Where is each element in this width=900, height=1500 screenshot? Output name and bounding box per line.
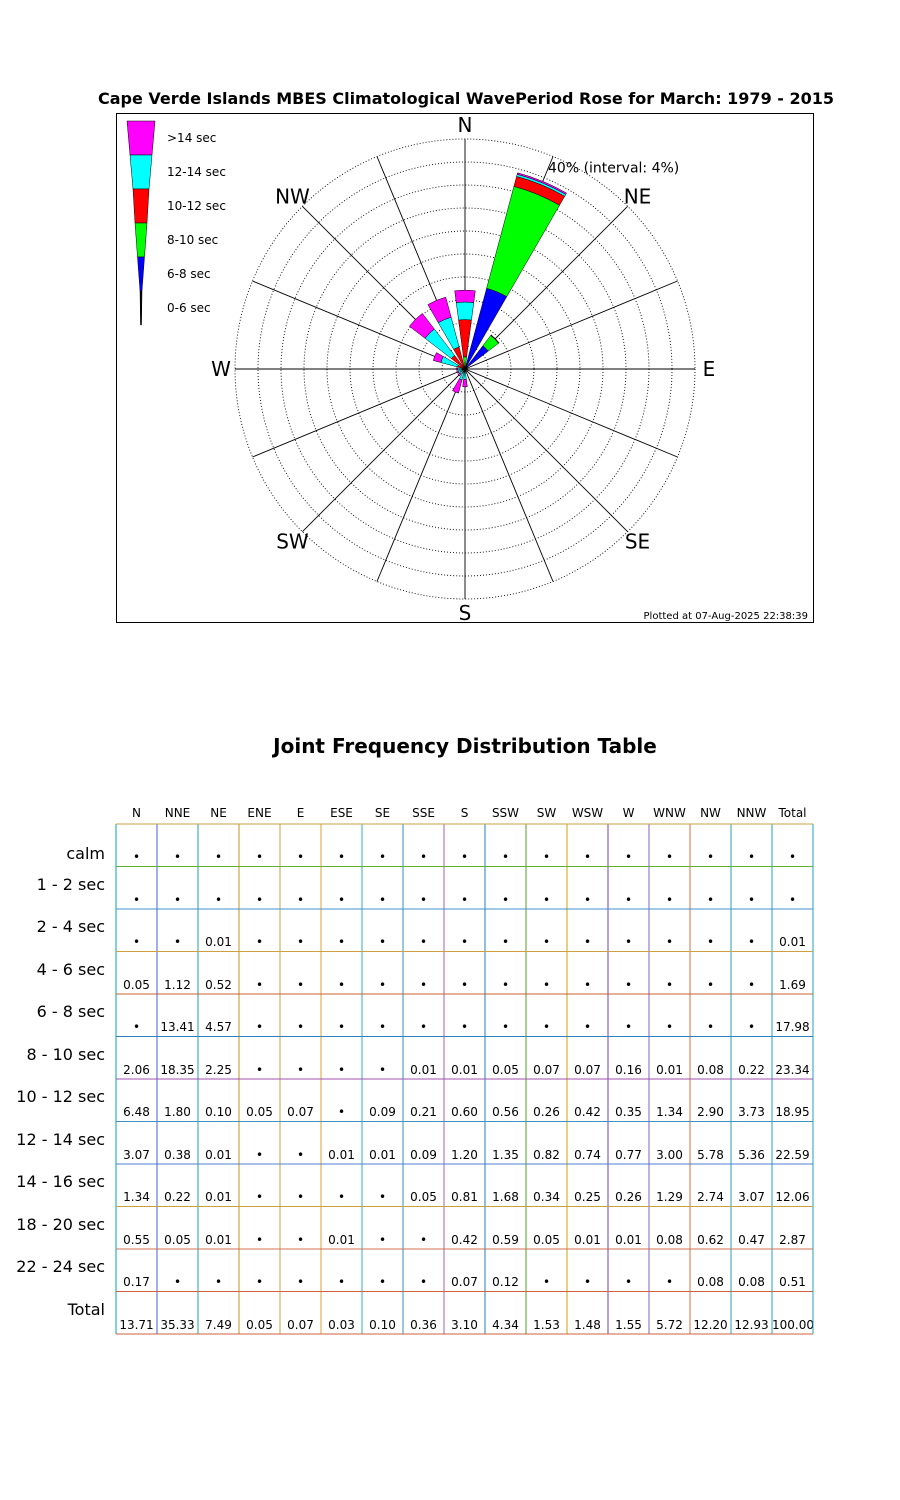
table-cell: 0.52	[205, 977, 232, 992]
scale-label: 40% (interval: 4%)	[548, 160, 680, 177]
table-cell: •	[419, 892, 428, 907]
table-cell: •	[255, 1147, 264, 1162]
compass-label-ne: NE	[623, 184, 652, 209]
table-cell: 12.06	[775, 1190, 810, 1204]
table-cell: 0.05	[533, 1232, 560, 1247]
column-header-ne: NE	[210, 806, 227, 820]
compass-label-nw: NW	[275, 184, 310, 209]
table-cell: •	[337, 892, 346, 907]
table-cell: •	[378, 1020, 387, 1034]
table-cell: 0.51	[779, 1275, 806, 1289]
table-cell: •	[501, 935, 510, 949]
table-cell: •	[419, 850, 428, 864]
table-cell: 0.01	[779, 935, 806, 949]
table-cell: 0.08	[697, 1062, 724, 1077]
table-cell: 0.05	[246, 1105, 273, 1119]
table-cell: 1.20	[451, 1147, 478, 1162]
table-cell: •	[460, 935, 469, 949]
table-cell: 0.38	[164, 1147, 191, 1162]
table-cell: 0.08	[656, 1232, 683, 1247]
column-header-wnw: WNW	[653, 806, 686, 820]
row-label: calm	[66, 844, 105, 863]
table-cell: 0.62	[697, 1232, 724, 1247]
table-cell: 1.12	[164, 977, 191, 992]
table-cell: •	[542, 1020, 551, 1034]
table-cell: 5.36	[738, 1147, 765, 1162]
table-cell: •	[624, 977, 633, 992]
table-cell: •	[706, 1020, 715, 1034]
table-cell: •	[173, 892, 182, 907]
table-cell: 0.07	[574, 1062, 601, 1077]
table-cell: 0.35	[615, 1105, 642, 1119]
table-cell: •	[378, 1275, 387, 1289]
table-cell: •	[501, 892, 510, 907]
table-cell: •	[296, 935, 305, 949]
table-cell: 0.12	[492, 1275, 519, 1289]
table-cell: •	[255, 850, 264, 864]
table-cell: •	[788, 892, 797, 907]
table-cell: 13.41	[160, 1020, 195, 1034]
column-header-nne: NNE	[164, 806, 191, 820]
table-cell: 12.20	[693, 1317, 728, 1332]
table-cell: •	[542, 977, 551, 992]
table-cell: •	[378, 935, 387, 949]
table-cell: 0.01	[615, 1232, 642, 1247]
column-header-sse: SSE	[412, 806, 435, 820]
table-cell: •	[132, 892, 141, 907]
table-cell: 4.34	[492, 1317, 519, 1332]
table-cell: •	[378, 1190, 387, 1204]
table-cell: 1.48	[574, 1317, 601, 1332]
table-cell: •	[624, 1275, 633, 1289]
table-cell: •	[337, 1062, 346, 1077]
table-cell: •	[665, 1020, 674, 1034]
table-cell: 0.77	[615, 1147, 642, 1162]
table-cell: •	[419, 1275, 428, 1289]
column-header-s: S	[460, 806, 469, 820]
table-cell: 3.00	[656, 1147, 683, 1162]
table-cell: •	[624, 892, 633, 907]
table-cell: •	[706, 935, 715, 949]
row-label: 8 - 10 sec	[26, 1044, 105, 1064]
table-cell: 3.73	[738, 1105, 765, 1119]
table-cell: •	[460, 977, 469, 992]
table-cell: 0.07	[287, 1105, 314, 1119]
legend-label: 0-6 sec	[167, 301, 211, 315]
column-header-ese: ESE	[330, 806, 353, 820]
table-cell: 0.05	[164, 1232, 191, 1247]
table-cell: 0.42	[451, 1232, 478, 1247]
table-cell: •	[460, 892, 469, 907]
table-cell: •	[706, 977, 715, 992]
table-cell: •	[255, 1232, 264, 1247]
column-header-w: W	[622, 806, 635, 820]
row-label: 1 - 2 sec	[36, 874, 105, 894]
row-label: 12 - 14 sec	[16, 1129, 105, 1149]
table-cell: 2.25	[205, 1062, 232, 1077]
table-cell: 23.34	[775, 1062, 810, 1077]
column-header-nw: NW	[700, 806, 721, 820]
table-cell: •	[583, 850, 592, 864]
table-cell: •	[747, 850, 756, 864]
table-cell: 0.25	[574, 1190, 601, 1204]
table-cell: •	[255, 1275, 264, 1289]
row-label: 4 - 6 sec	[36, 959, 105, 979]
table-cell: •	[501, 850, 510, 864]
table-cell: •	[296, 1232, 305, 1247]
table-cell: •	[337, 935, 346, 949]
table-cell: •	[255, 892, 264, 907]
table-cell: 0.16	[615, 1062, 642, 1077]
table-cell: 0.01	[328, 1147, 355, 1162]
table-cell: 0.10	[369, 1317, 396, 1332]
table-cell: 0.05	[492, 1062, 519, 1077]
plot-timestamp: Plotted at 07-Aug-2025 22:38:39	[643, 611, 808, 622]
table-cell: 1.55	[615, 1317, 642, 1332]
table-cell: 3.07	[123, 1147, 150, 1162]
table-cell: •	[132, 935, 141, 949]
table-cell: 0.34	[533, 1190, 560, 1204]
table-cell: •	[583, 935, 592, 949]
table-cell: 0.01	[451, 1062, 478, 1077]
table-cell: 0.22	[164, 1190, 191, 1204]
table-cell: •	[378, 1062, 387, 1077]
table-cell: •	[542, 1275, 551, 1289]
table-cell: 0.05	[123, 977, 150, 992]
table-cell: •	[624, 935, 633, 949]
table-cell: •	[747, 935, 756, 949]
table-cell: •	[214, 1275, 223, 1289]
table-cell: 0.01	[369, 1147, 396, 1162]
table-cell: 2.06	[123, 1062, 150, 1077]
table-cell: •	[460, 850, 469, 864]
table-cell: 0.10	[205, 1105, 232, 1119]
table-cell: •	[706, 892, 715, 907]
table-cell: •	[296, 1147, 305, 1162]
table-cell: •	[296, 850, 305, 864]
table-cell: •	[296, 1275, 305, 1289]
table-cell: •	[665, 892, 674, 907]
legend-label: >14 sec	[167, 131, 217, 145]
table-cell: 0.82	[533, 1147, 560, 1162]
table-cell: •	[337, 1105, 346, 1119]
row-label: 6 - 8 sec	[36, 1002, 105, 1021]
table-cell: 0.56	[492, 1105, 519, 1119]
table-cell: 0.07	[451, 1275, 478, 1289]
table-cell: •	[132, 850, 141, 864]
table-cell: 0.01	[656, 1062, 683, 1077]
table-cell: 1.34	[123, 1190, 150, 1204]
table-cell: •	[747, 977, 756, 992]
table-cell: 0.42	[574, 1105, 601, 1119]
compass-label-n: N	[457, 113, 473, 137]
row-label: 14 - 16 sec	[16, 1172, 105, 1191]
table-cell: 3.07	[738, 1190, 765, 1204]
table-cell: •	[419, 977, 428, 992]
table-title: Joint Frequency Distribution Table	[273, 734, 657, 758]
table-cell: •	[296, 1190, 305, 1204]
table-cell: 2.87	[779, 1232, 806, 1247]
table-cell: •	[337, 1190, 346, 1204]
column-header-sw: SW	[536, 806, 557, 820]
table-cell: •	[460, 1020, 469, 1034]
table-cell: •	[255, 1020, 264, 1034]
column-header-wsw: WSW	[571, 806, 604, 820]
table-cell: •	[296, 977, 305, 992]
table-cell: 0.08	[697, 1275, 724, 1289]
table-cell: •	[501, 1020, 510, 1034]
table-cell: 18.35	[160, 1062, 195, 1077]
table-cell: •	[583, 892, 592, 907]
table-cell: 0.07	[533, 1062, 560, 1077]
table-cell: 0.01	[328, 1232, 355, 1247]
table-cell: •	[624, 850, 633, 864]
table-cell: 17.98	[775, 1020, 810, 1034]
table-cell: 0.01	[205, 1232, 232, 1247]
table-cell: •	[296, 1062, 305, 1077]
column-header-total: Total	[778, 806, 807, 820]
table-cell: •	[542, 892, 551, 907]
table-cell: 5.72	[656, 1317, 683, 1332]
table-cell: •	[542, 935, 551, 949]
compass-label-sw: SW	[276, 529, 309, 554]
table-cell: 0.60	[451, 1105, 478, 1119]
table-cell: 0.22	[738, 1062, 765, 1077]
table-cell: 1.80	[164, 1105, 191, 1119]
table-cell: •	[173, 935, 182, 949]
table-cell: •	[419, 1232, 428, 1247]
row-label: 22 - 24 sec	[16, 1257, 105, 1276]
table-cell: •	[378, 892, 387, 907]
table-cell: •	[337, 1275, 346, 1289]
table-cell: 2.74	[697, 1190, 724, 1204]
table-cell: •	[378, 1232, 387, 1247]
table-cell: 12.93	[734, 1317, 769, 1332]
table-cell: 22.59	[775, 1147, 810, 1162]
table-cell: 0.59	[492, 1232, 519, 1247]
table-cell: •	[255, 935, 264, 949]
table-cell: 0.17	[123, 1275, 150, 1289]
table-cell: •	[255, 977, 264, 992]
table-cell: 35.33	[160, 1317, 195, 1332]
compass-label-e: E	[702, 357, 716, 381]
table-cell: •	[214, 850, 223, 864]
table-cell: •	[173, 850, 182, 864]
column-header-ene: ENE	[247, 806, 272, 820]
table-cell: 0.26	[615, 1190, 642, 1204]
table-cell: 0.36	[410, 1317, 437, 1332]
table-cell: 4.57	[205, 1020, 232, 1034]
compass-label-w: W	[211, 357, 231, 381]
table-cell: 0.05	[246, 1317, 273, 1332]
table-cell: •	[665, 1275, 674, 1289]
table-cell: •	[255, 1062, 264, 1077]
table-cell: 0.01	[410, 1062, 437, 1077]
table-cell: 0.09	[369, 1105, 396, 1119]
column-header-ssw: SSW	[491, 806, 520, 820]
table-cell: •	[747, 892, 756, 907]
table-cell: 0.01	[205, 935, 232, 949]
table-cell: 7.49	[205, 1317, 232, 1332]
table-cell: 0.03	[328, 1317, 355, 1332]
table-cell: •	[665, 977, 674, 992]
table-cell: 0.05	[410, 1190, 437, 1204]
table-cell: •	[173, 1275, 182, 1289]
table-cell: 100.00	[772, 1317, 814, 1332]
table-cell: 0.01	[205, 1147, 232, 1162]
column-header-nnw: NNW	[736, 806, 767, 820]
table-cell: 0.08	[738, 1275, 765, 1289]
table-cell: •	[337, 1020, 346, 1034]
table-cell: •	[706, 850, 715, 864]
table-cell: 1.68	[492, 1190, 519, 1204]
column-header-e: E	[296, 806, 305, 820]
table-cell: 13.71	[119, 1317, 154, 1332]
table-cell: 2.90	[697, 1105, 724, 1119]
table-cell: •	[665, 850, 674, 864]
column-header-n: N	[132, 806, 141, 820]
table-cell: 0.47	[738, 1232, 765, 1247]
compass-label-s: S	[458, 601, 472, 623]
rose-title: Cape Verde Islands MBES Climatological WavePeriod Rose for March: 1979 - 2015	[97, 89, 835, 108]
row-label: 2 - 4 sec	[36, 917, 105, 936]
table-cell: •	[583, 1275, 592, 1289]
table-cell: 1.35	[492, 1147, 519, 1162]
table-cell: 0.01	[574, 1232, 601, 1247]
table-cell: •	[624, 1020, 633, 1034]
table-cell: •	[337, 850, 346, 864]
table-cell: •	[583, 977, 592, 992]
table-cell: •	[419, 1020, 428, 1034]
legend-label: 6-8 sec	[167, 267, 211, 281]
table-cell: •	[583, 1020, 592, 1034]
row-label: Total	[67, 1299, 105, 1319]
table-cell: •	[337, 977, 346, 992]
compass-label-se: SE	[624, 529, 651, 554]
table-cell: 3.10	[451, 1317, 478, 1332]
column-header-se: SE	[374, 806, 391, 820]
table-cell: 1.29	[656, 1190, 683, 1204]
legend-label: 12-14 sec	[167, 165, 226, 179]
table-cell: 6.48	[123, 1105, 150, 1119]
table-cell: 0.21	[410, 1105, 437, 1119]
table-cell: •	[501, 977, 510, 992]
table-cell: •	[378, 850, 387, 864]
table-cell: 1.53	[533, 1317, 560, 1332]
table-cell: 0.07	[287, 1317, 314, 1332]
legend-label: 10-12 sec	[167, 199, 226, 213]
table-cell: 1.34	[656, 1105, 683, 1119]
table-cell: •	[214, 892, 223, 907]
table-cell: 0.26	[533, 1105, 560, 1119]
table-cell: 0.01	[205, 1190, 232, 1204]
table-cell: •	[419, 935, 428, 949]
table-cell: 0.81	[451, 1190, 478, 1204]
table-cell: •	[255, 1190, 264, 1204]
table-cell: •	[132, 1020, 141, 1034]
table-cell: •	[296, 1020, 305, 1034]
table-cell: •	[788, 850, 797, 864]
table-cell: 1.69	[779, 977, 806, 992]
table-cell: 0.09	[410, 1147, 437, 1162]
table-cell: •	[665, 935, 674, 949]
table-cell: •	[542, 850, 551, 864]
table-cell: •	[378, 977, 387, 992]
table-cell: 0.55	[123, 1232, 150, 1247]
table-cell: 5.78	[697, 1147, 724, 1162]
table-cell: •	[296, 892, 305, 907]
row-label: 18 - 20 sec	[16, 1214, 105, 1234]
table-cell: 0.74	[574, 1147, 601, 1162]
row-label: 10 - 12 sec	[16, 1087, 105, 1106]
table-cell: 18.95	[775, 1105, 810, 1119]
table-cell: •	[747, 1020, 756, 1034]
legend-label: 8-10 sec	[167, 233, 219, 247]
